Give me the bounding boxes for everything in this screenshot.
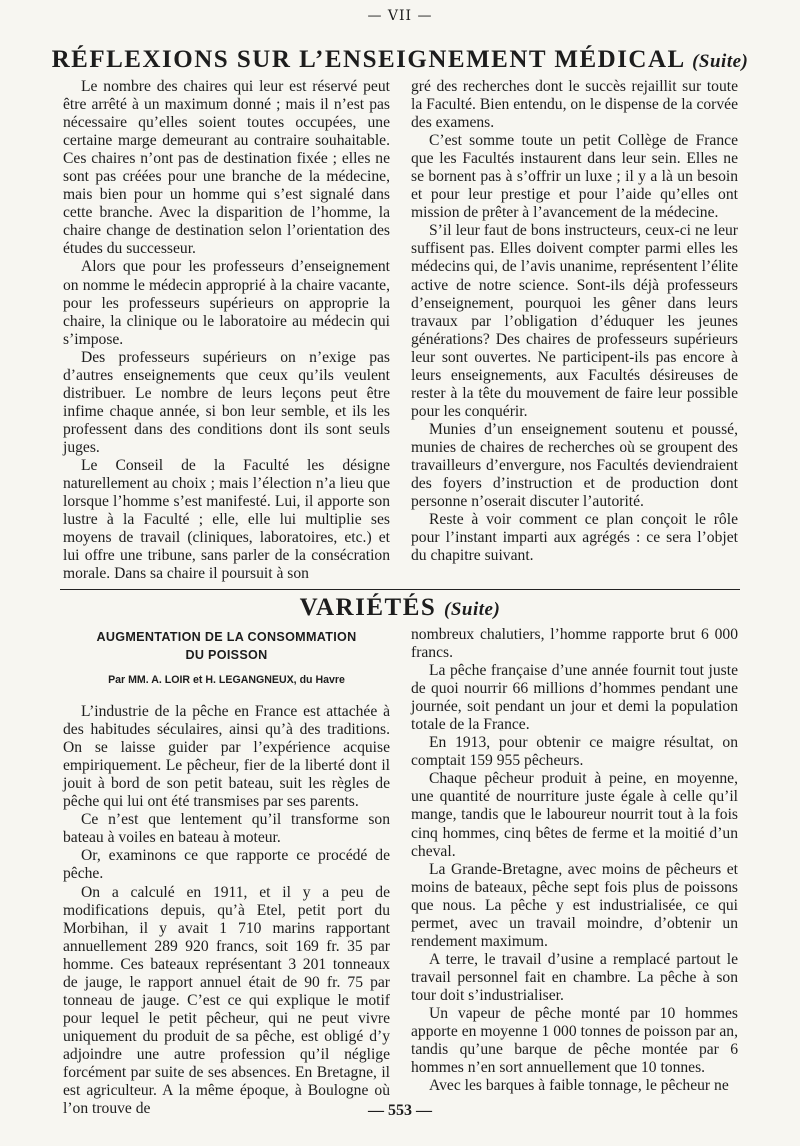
section-title-reflexions — [0, 46, 800, 74]
reflexions-column-left — [63, 78, 390, 583]
article-title — [63, 628, 390, 664]
paragraph: Ce n’est que lentement qu’il transforme son bateau à voiles en bateau à moteur. — [63, 811, 390, 847]
paragraph: Avec les barques à faible tonnage, le pêcheur ne — [429, 1077, 729, 1095]
paragraph: Or, examinons ce que rapporte ce procédé de pêche. — [63, 847, 390, 883]
varietes-column-right — [411, 626, 738, 1095]
running-page-number: — VII — — [367, 8, 433, 24]
article-byline: Par MM. A. LOIR et H. LEGANGNEUX, du Havre — [108, 674, 345, 686]
article-title-line: DU POISSON — [185, 648, 268, 662]
page-number: — 553 — — [368, 1102, 432, 1119]
article-title-line: AUGMENTATION DE LA CONSOMMATION — [96, 630, 357, 644]
reflexions-column-right — [411, 78, 738, 565]
paragraph: Le Conseil de la Faculté les désigne naturellement au choix ; mais l’élection n’a lieu que lorsque l’homme s’est manifesté. Lui, il apporte son lustre à la Faculté ; elle, elle lui multiplie ses moyens de travail (cliniques, laboratoires, etc.) et lui offre une tribune, sans parler de la consécration morale. Dans sa chaire il poursuit à son — [63, 456, 390, 583]
paragraph: C’est somme toute un petit Collège de France que les Facultés instaurent dans leur sein. Elles ne se bornent pas à s’offrir un luxe ; il y a là un besoin et pour leur prestige et pour l’aide qu’elles ont mission de prêter à l’avancement de la médecine. — [411, 132, 738, 222]
paragraph: Chaque pêcheur produit à peine, en moyenne, une quantité de nourriture juste égale à celle qu’il mange, tandis que le laboureur nourrit tout à la fois cinq hommes, cinq bêtes de ferme et la moitié d’un cheval. — [411, 770, 738, 860]
paragraph: gré des recherches dont le succès rejaillit sur toute la Faculté. Bien entendu, on le dispense de la corvée des examens. — [411, 78, 738, 132]
paragraph: La Grande-Bretagne, avec moins de pêcheurs et moins de bateaux, pêche sept fois plus de poissons que nous. La pêche y est industrialisée, ce qui permet, avec un travail moindre, d’obtenir un rendement maximum. — [411, 860, 738, 950]
paragraph: Le nombre des chaires qui leur est réservé peut être arrêté à un maximum donné ; mais il n’est pas nécessaire qu’elles soient toutes occupées, une certaine marge demeurant au contraire souhaitable. Ces chaires n’ont pas de destination fixée ; elles ne sont pas créées pour une branche de la médecine, mais bien pour un homme qui s’est signalé dans cette branche. Avec la disparition de l’homme, la chaire change de destination selon l’orientation des études du successeur. — [63, 78, 390, 258]
paragraph: Munies d’un enseignement soutenu et poussé, munies de chaires de recherches où se groupent des travailleurs d’envergure, nos Facultés deviendraient des foyers d’instruction et de production dont personne n’oserait discuter l’autorité. — [411, 420, 738, 511]
paragraph: On a calculé en 1911, et il y a peu de modifications depuis, qu’à Etel, petit port du Morbihan, il y avait 1 710 marins rapportant annuellement 289 920 francs, soit 169 fr. 35 par homme. Ces bateaux représentant 3 201 tonneaux de jauge, le rapport annuel était de 90 fr. 75 par tonneau de jauge. C’est ce qui explique le motif pour lequel le petit pêcheur, qui ne peut vivre uniquement du produit de sa pêche, est obligé d’y adjoindre une autre profession qu’il néglige forcément par suite de ses absences. En Bretagne, il est agriculteur. A la même époque, à Boulogne où l’on trouve de — [63, 883, 390, 1118]
section-title-text: VARIÉTÉS — [299, 594, 437, 621]
paragraph: En 1913, pour obtenir ce maigre résultat, on comptait 159 955 pêcheurs. — [411, 734, 738, 770]
paragraph: nombreux chalutiers, l’homme rapporte brut 6 000 francs. — [411, 626, 738, 662]
paragraph: Un vapeur de pêche monté par 10 hommes apporte en moyenne 1 000 tonnes de poisson par an, tandis qu’une barque de pêche montée par 6 hommes n’en sort annuellement que 10 tonnes. — [411, 1004, 738, 1077]
paragraph: Des professeurs supérieurs on n’exige pas d’autres enseignements que ceux qu’ils veulent distribuer. Le nombre de leurs leçons peut être infime chaque année, si bon leur semble, et ils les professent dans des conditions dont ils sont seuls juges. — [63, 348, 390, 456]
paragraph: Alors que pour les professeurs d’enseignement on nomme le médecin approprié à la chaire vacante, pour les professeurs supérieurs on approprie la chaire, la clinique ou le laboratoire au médecin qui s’impose. — [63, 258, 390, 348]
section-suite-label: (Suite) — [444, 599, 501, 620]
paragraph: S’il leur faut de bons instructeurs, ceux-ci ne leur suffisent pas. Elles doivent compter parmi elles les médecins qui, de l’avis unanime, représentent l’élite active de notre science. Sont-ils déjà professeurs d’enseignement, pourquoi les gêner dans leurs travaux par l’obligation d’éduquer les jeunes générations? Des chaires de professeurs supérieurs leur sont ouvertes. Ne participent-ils pas encore à leurs enseignements, aux Facultés désireuses de rester à la tête du mouvement de faire leur possible pour les conquérir. — [411, 222, 738, 420]
paragraph: L’industrie de la pêche en France est attachée à des habitudes séculaires, ainsi qu’à des traditions. On se laisse guider par l’expérience acquise empiriquement. Le pêcheur, fier de la liberté dont il jouit à bord de son petit bateau, suit les règles de pêche qui lui ont été transmises par ses parents. — [63, 703, 390, 811]
section-title-text: RÉFLEXIONS SUR L’ENSEIGNEMENT MÉDICAL — [51, 46, 685, 73]
paragraph: A terre, le travail d’usine a remplacé partout le travail personnel fait en chambre. La pêche à son tour doit s’industrialiser. — [411, 950, 738, 1004]
paragraph: Reste à voir comment ce plan conçoit le rôle pour l’instant imparti aux agrégés : ce sera l’objet du chapitre suivant. — [411, 511, 738, 565]
varietes-column-left — [63, 628, 390, 1118]
section-divider — [60, 589, 740, 590]
section-title-varietes — [0, 594, 800, 622]
section-suite-label: (Suite) — [692, 51, 749, 72]
paragraph: La pêche française d’une année fournit tout juste de quoi nourrir 66 millions d’hommes pendant une journée, soit pendant un jour et demi la population totale de la France. — [411, 662, 738, 734]
